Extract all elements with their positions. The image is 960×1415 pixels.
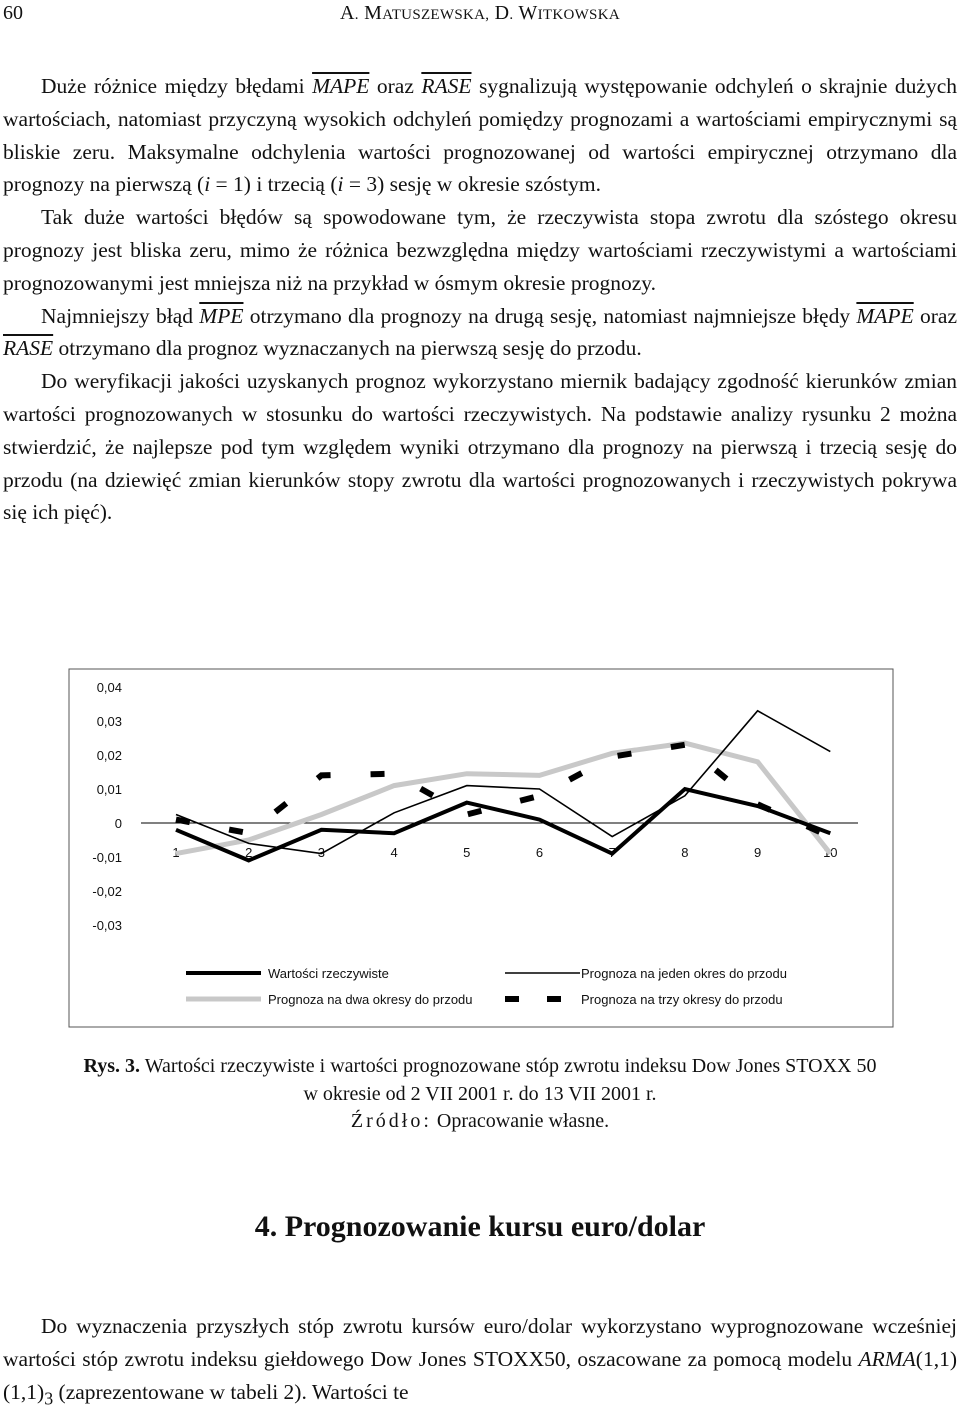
paragraph	[3, 365, 957, 529]
x-tick-label: 7	[608, 845, 616, 860]
line-chart	[68, 668, 894, 1028]
x-tick-label: 6	[535, 845, 544, 860]
math-symbol: $\overline{MPE}$	[199, 303, 244, 328]
paragraph	[3, 1310, 957, 1415]
paragraph	[3, 70, 957, 201]
page-number: 60	[3, 2, 23, 24]
text-run: i	[337, 172, 344, 197]
x-tick-label: 1	[172, 845, 180, 860]
source-text: Opracowanie własne.	[431, 1110, 610, 1132]
text-run: Do wyznaczenia przyszłych stóp zwrotu kursów euro/dolar wykorzystano wyprognozowane wcześniej wartości stóp zwrotu indeksu giełdowego Dow Jones STOXX50, oszacowane za pomocą modelu	[3, 1314, 957, 1371]
y-tick-label: 0,03	[96, 714, 122, 729]
caption-line1: Wartości rzeczywiste i wartości prognozowane stóp zwrotu indeksu Dow Jones STOXX 50	[140, 1055, 877, 1077]
y-tick-label: -0,02	[92, 884, 122, 899]
figure-chart	[68, 668, 894, 1028]
source-label: Źródło:	[350, 1110, 432, 1132]
y-tick-label: 0	[114, 816, 122, 831]
text-run: 3	[44, 1387, 54, 1408]
text-run: (zaprezentowane w tabeli 2). Wartości te	[53, 1379, 409, 1404]
math-symbol: MAPE	[312, 74, 370, 98]
text-run: Tak duże wartości błędów są spowodowane tym, że rzeczywista stopa zwrotu dla szóstego okresu prognozy jest bliska zeru, mimo że różnica bezwzględna między wartościami rzeczywistymi a wartościami prognozowanymi jest mniejsza niż na przykład w ósmym okresie prognozy.	[3, 205, 957, 295]
body-text-2	[3, 1310, 957, 1415]
text-run: Najmniejszy błąd	[41, 303, 200, 328]
legend-label: Prognoza na trzy okresy do przodu	[581, 992, 783, 1007]
y-tick-label: 0,04	[96, 680, 122, 695]
text-run: = 3) sesję w okresie szóstym.	[343, 172, 602, 197]
y-tick-label: -0,01	[92, 850, 122, 865]
text-run: = 1) i trzecią (	[210, 172, 338, 197]
x-tick-label: 3	[317, 845, 326, 860]
math-symbol: RASE	[421, 74, 472, 98]
x-tick-label: 2	[245, 845, 253, 860]
caption-label: Rys. 3.	[83, 1055, 141, 1077]
legend-label: Prognoza na dwa okresy do przodu	[268, 992, 473, 1007]
text-run: Do weryfikacji jakości uzyskanych prognoz wykorzystano miernik badający zgodność kierunków zmian wartości prognozowanych w stosunku do wartości rzeczywistych. Na podstawie analizy rysunku 2 można stwierdzić, że najlepsze pod tym względem wyniki otrzymano dla prognozy na pierwszą i trzecią sesję do przodu (na dziewięć zmian kierunków stopy zwrotu dla wartości prognozowanych i rzeczywistych pokrywa się ich pięć).	[3, 369, 957, 525]
x-tick-label: 10	[823, 845, 838, 860]
legend-label: Prognoza na jeden okres do przodu	[581, 966, 787, 981]
legend-label: Wartości rzeczywiste	[268, 966, 389, 981]
body-text	[3, 70, 957, 529]
text-run: i	[204, 172, 211, 197]
text-run: otrzymano dla prognozy na drugą sesję, natomiast najmniejsze błędy	[243, 303, 857, 328]
x-tick-label: 9	[753, 845, 762, 860]
text-run: (1,1)(1,1)	[3, 1346, 957, 1404]
text-run: sygnalizują występowanie odchyleń o skrajnie dużych wartościach, natomiast przyczyną wysokich odchyleń pomiędzy prognozami a wartościami empirycznymi są bliskie zeru. Maksymalne odchylenia wartości prognozowanej od wartości empirycznej otrzymano dla prognozy na pierwszą (	[3, 74, 957, 197]
running-header	[0, 2, 960, 28]
text-run: otrzymano dla prognoz wyznaczanych na pierwszą sesję do przodu.	[53, 336, 642, 361]
math-symbol: RASE	[3, 336, 54, 361]
text-run: oraz	[369, 74, 422, 98]
authors: A. MATUSZEWSKA, D. WITKOWSKA	[340, 2, 620, 24]
figure-caption	[0, 1053, 960, 1136]
y-tick-label: -0,03	[92, 918, 122, 933]
text-run: Duże różnice między błędami	[41, 74, 313, 98]
paragraph	[3, 201, 957, 299]
y-tick-label: 0,02	[96, 748, 122, 763]
caption-line2: w okresie od 2 VII 2001 r. do 13 VII 2001 r.	[303, 1082, 657, 1105]
x-tick-label: 8	[681, 845, 689, 860]
x-tick-label: 4	[390, 845, 398, 860]
text-run: ARMA	[858, 1346, 916, 1371]
x-tick-label: 5	[463, 845, 471, 860]
text-run: oraz	[913, 303, 958, 328]
section-title: 4. Prognozowanie kursu euro/dolar	[254, 1210, 706, 1243]
y-tick-label: 0,01	[96, 782, 122, 797]
math-symbol: MAPE	[856, 303, 914, 328]
paragraph	[3, 300, 957, 366]
running-title	[0, 2, 960, 25]
